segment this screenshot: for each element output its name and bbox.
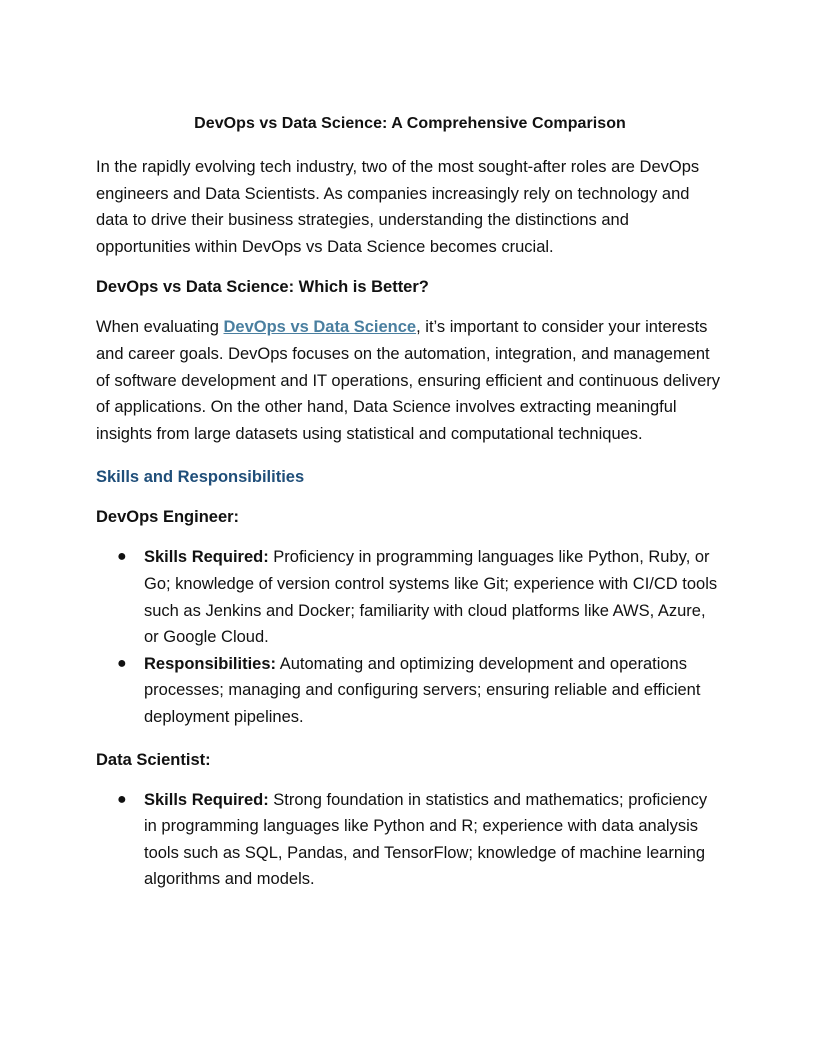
list-item-label: Skills Required: bbox=[144, 790, 269, 809]
list-item bbox=[96, 787, 724, 893]
document-page bbox=[96, 112, 724, 909]
list-item-label: Skills Required: bbox=[144, 548, 269, 567]
bullet-icon: ● bbox=[117, 548, 127, 566]
list-item-label: Responsibilities: bbox=[144, 654, 277, 673]
data-scientist-heading: Data Scientist: bbox=[96, 750, 211, 769]
section-heading-skills: Skills and Responsibilities bbox=[96, 468, 305, 487]
devops-engineer-heading: DevOps Engineer: bbox=[96, 508, 240, 527]
data-scientist-list bbox=[96, 787, 724, 893]
comparison-paragraph bbox=[96, 314, 724, 447]
list-item-text: Automating and optimizing development and operations processes; managing and configuring servers; ensuring reliable and efficient deployment pipelines. bbox=[144, 654, 701, 726]
comparison-text-start: When evaluating bbox=[96, 318, 224, 337]
document-title: DevOps vs Data Science: A Comprehensive Comparison bbox=[194, 115, 626, 132]
comparison-text-rest: , it’s important to consider your interests and career goals. DevOps focuses on the automation, integration, and management of software development and IT operations, ensuring efficient and continuous delivery of applications. On the other hand, Data Science involves extracting meaningful insights from large datasets using statistical and computational techniques. bbox=[96, 318, 721, 443]
list-item bbox=[96, 651, 724, 731]
devops-list bbox=[96, 544, 724, 730]
devops-vs-data-science-link[interactable]: DevOps vs Data Science bbox=[223, 318, 417, 337]
list-item-text: Proficiency in programming languages like Python, Ruby, or Go; knowledge of version control systems like Git; experience with CI/CD tools such as Jenkins and Docker; familiarity with cloud platforms like AWS, Azure, or Google Cloud. bbox=[144, 548, 718, 647]
section-heading-which-better: DevOps vs Data Science: Which is Better? bbox=[96, 278, 429, 297]
list-item-text: Strong foundation in statistics and mathematics; proficiency in programming languages like Python and R; experience with data analysis tools such as SQL, Pandas, and TensorFlow; knowledge of machine learning algorithms and models. bbox=[144, 790, 708, 889]
list-item bbox=[96, 544, 724, 650]
intro-paragraph: In the rapidly evolving tech industry, two of the most sought-after roles are DevOps engineers and Data Scientists. As companies increasingly rely on technology and data to drive their business strategies, understanding the distinctions and opportunities within DevOps vs Data Science becomes crucial. bbox=[96, 158, 700, 256]
bullet-icon: ● bbox=[117, 790, 127, 808]
bullet-icon: ● bbox=[117, 654, 127, 672]
